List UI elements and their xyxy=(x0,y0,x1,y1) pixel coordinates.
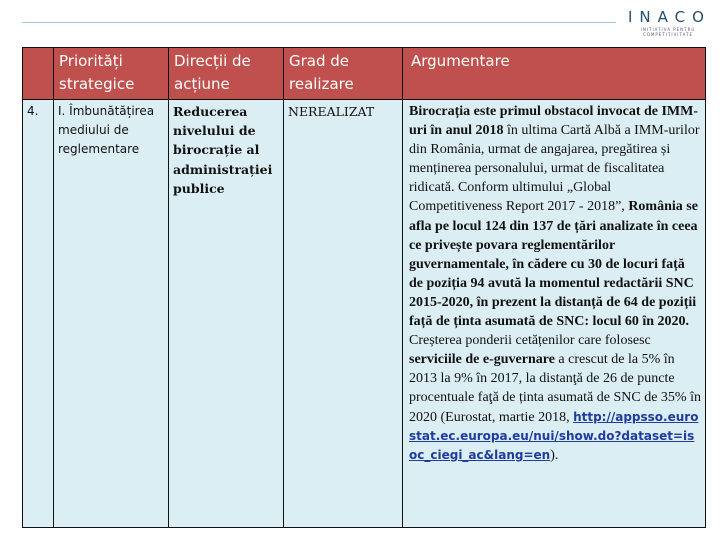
strategy-table xyxy=(22,47,706,528)
row-direction: Reducerea nivelului de birocrație al administrației publice xyxy=(169,100,284,528)
argument-segment: ). xyxy=(550,447,559,463)
argument-segment: Birocrația este primul obstacol invocat de IMM-uri în anul 2018 xyxy=(409,104,699,139)
row-status: NEREALIZAT xyxy=(284,100,403,528)
header-argument: Argumentare xyxy=(403,48,706,100)
argument-segment: în ultima Cartă Albă a IMM-urilor din România, urmat de angajarea, pregătirea și menținerea personalului, urmat de fiscalitatea ridicată. Conform ultimului „Global Competitiveness Report 2017 - 2018”, xyxy=(409,123,700,215)
header-priorities: Priorități strategice xyxy=(54,48,169,100)
header-number xyxy=(23,48,54,100)
row-number: 4. xyxy=(23,100,54,528)
argument-segment: a crescut de la 5% în 2013 la 9% în 2017, la distanţă de 26 de puncte procentuale faţă de ținta asumată de SNC de 35% în 2020 (Eurostat, martie 2018, xyxy=(409,352,701,425)
argument-segment: Creșterea ponderii cetățenilor care folosesc xyxy=(409,333,651,349)
row-argument xyxy=(403,100,706,528)
row-priority: I. Îmbunătățirea mediului de reglementare xyxy=(54,100,169,528)
table-row xyxy=(23,100,706,528)
argument-segment: serviciile de e-guvernare xyxy=(409,352,555,368)
header-status: Grad de realizare xyxy=(284,48,403,100)
logo-name: INACO xyxy=(628,8,711,26)
inaco-logo xyxy=(628,8,711,37)
argument-segment: România se afla pe locul 124 din 137 de țări analizate în ceea ce privește povara reglementărilor guvernamentale, în cădere cu 30 de locuri față de poziția 94 avută la momentul redactării SNC 2015-2020, în prezent la distanță de 64 de poziții față de ținta asumată de SNC: locul 60 în 2020. xyxy=(409,199,698,330)
header-divider xyxy=(22,22,616,23)
logo-tagline: INITIATIVA PENTRU COMPETITIVITATE xyxy=(640,27,696,37)
eurostat-link[interactable]: http://appsso.eurostat.ec.europa.eu/nui/show.do?dataset=isoc_ciegi_ac&lang=en xyxy=(409,409,699,462)
table-header-row xyxy=(23,48,706,100)
header-directions: Direcții de acțiune xyxy=(169,48,284,100)
